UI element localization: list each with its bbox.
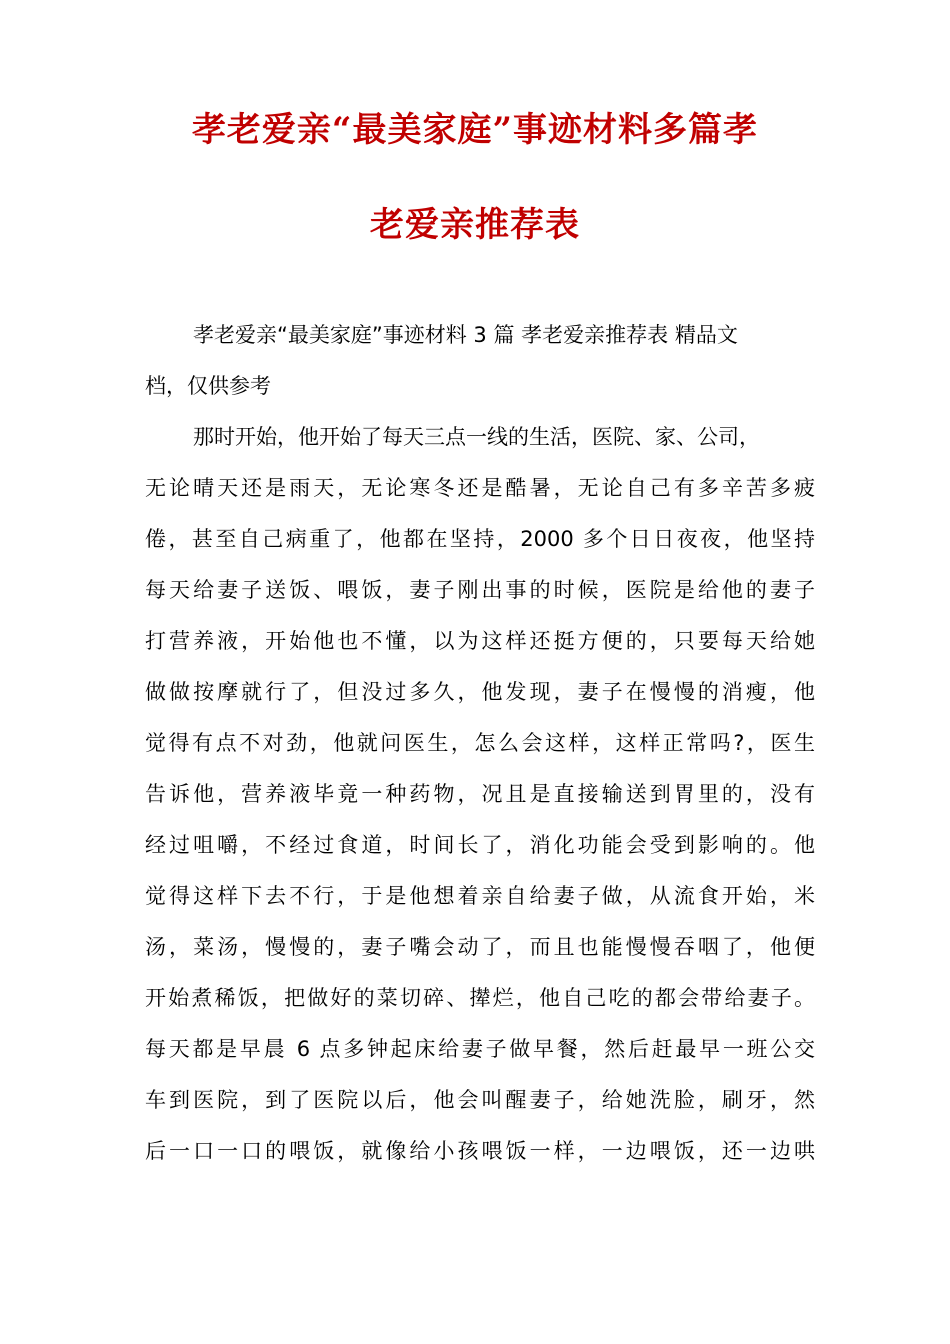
paragraph-line: 经过咀嚼，不经过食道，时间长了，消化功能会受到影响的。他 — [145, 833, 815, 857]
paragraph-line: 无论晴天还是雨天，无论寒冬还是酷暑，无论自己有多辛苦多疲 — [145, 476, 815, 500]
intro-line-1: 孝老爱亲“最美家庭”事迹材料 3 篇 孝老爱亲推荐表 精品文 — [193, 323, 738, 347]
document-title-line-2: 老爱亲推荐表 — [370, 205, 580, 245]
paragraph-line: 那时开始，他开始了每天三点一线的生活，医院、家、公司， — [193, 425, 760, 449]
paragraph-line: 车到医院，到了医院以后，他会叫醒妻子，给她洗脸，刷牙，然 — [145, 1088, 815, 1112]
paragraph-line: 觉得有点不对劲，他就问医生，怎么会这样，这样正常吗?，医生 — [145, 731, 815, 755]
paragraph-line: 告诉他，营养液毕竟一种药物，况且是直接输送到胃里的，没有 — [145, 782, 815, 806]
paragraph-line: 开始煮稀饭，把做好的菜切碎、撵烂，他自己吃的都会带给妻子。 — [145, 986, 815, 1010]
document-title-line-1: 孝老爱亲“最美家庭”事迹材料多篇孝 — [191, 110, 759, 150]
paragraph-line: 做做按摩就行了，但没过多久，他发现，妻子在慢慢的消瘦，他 — [145, 680, 815, 704]
paragraph-line: 倦，甚至自己病重了，他都在坚持，2000 多个日日夜夜，他坚持 — [145, 527, 815, 551]
paragraph-line: 觉得这样下去不行，于是他想着亲自给妻子做，从流食开始，米 — [145, 884, 815, 908]
paragraph-line: 打营养液，开始他也不懂，以为这样还挺方便的，只要每天给她 — [145, 629, 815, 653]
paragraph-line: 每天都是早晨 6 点多钟起床给妻子做早餐，然后赶最早一班公交 — [145, 1037, 815, 1061]
paragraph-line: 汤，菜汤，慢慢的，妻子嘴会动了，而且也能慢慢吞咽了，他便 — [145, 935, 815, 959]
intro-line-2: 档，仅供参考 — [145, 374, 271, 398]
paragraph-line: 后一口一口的喂饭，就像给小孩喂饭一样，一边喂饭，还一边哄 — [145, 1139, 815, 1163]
paragraph-line: 每天给妻子送饭、喂饭，妻子刚出事的时候，医院是给他的妻子 — [145, 578, 815, 602]
